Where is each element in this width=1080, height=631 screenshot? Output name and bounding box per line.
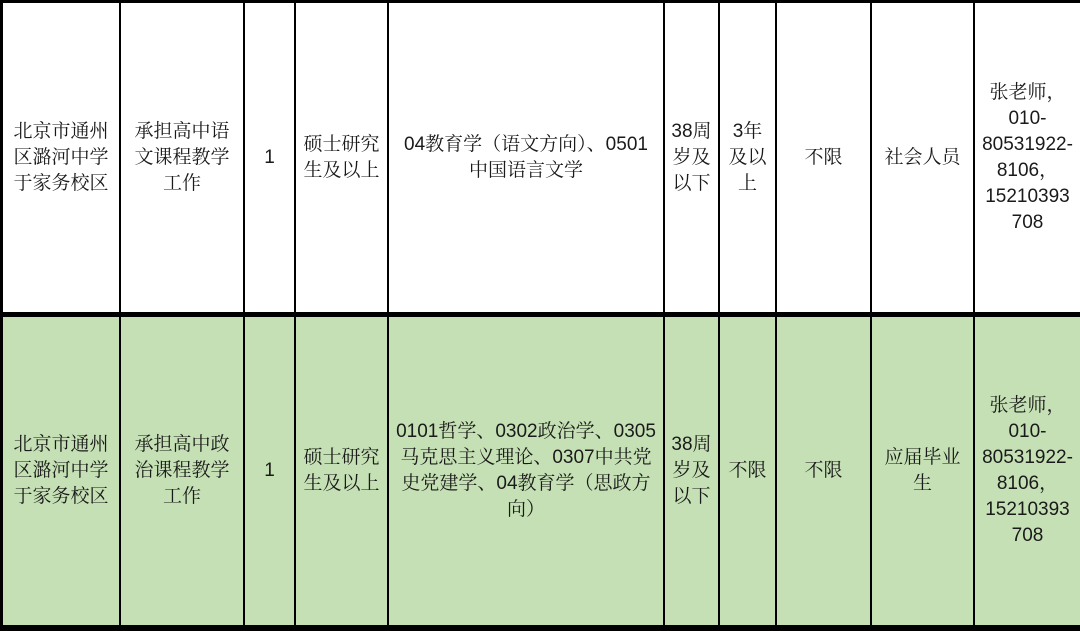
cell-education-req: 硕士研究生及以上 [296,317,389,625]
cell-age-req: 38周岁及以下 [665,317,720,625]
cell-headcount: 1 [245,317,296,625]
cell-job-duty: 承担高中政治课程教学工作 [121,317,245,625]
cell-headcount: 1 [245,3,296,312]
cell-experience-req: 不限 [720,317,777,625]
cell-personnel-type: 应届毕业生 [872,317,975,625]
table-row [3,3,1080,317]
cell-contact-info: 张老师，010-80531922-8106，15210393708 [982,395,1073,546]
cell-school-name: 北京市通州区潞河中学于家务校区 [3,317,121,625]
cell-age-req: 38周岁及以下 [665,3,720,312]
cell-major-req: 0101哲学、0302政治学、0305马克思主义理论、0307中共党史党建学、04教育学（思政方向） [389,317,665,625]
cell-job-duty: 承担高中语文课程教学工作 [121,3,245,312]
cell-other-req: 不限 [777,317,872,625]
cell-school-name: 北京市通州区潞河中学于家务校区 [3,3,121,312]
cell-major-req: 04教育学（语文方向）、0501中国语言文学 [389,3,665,312]
cell-personnel-type: 社会人员 [872,3,975,312]
cell-other-req: 不限 [777,3,872,312]
cell-education-req: 硕士研究生及以上 [296,3,389,312]
table-row [3,317,1080,625]
cell-experience-req: 3年及以上 [720,3,777,312]
cell-contact-info: 张老师，010-80531922-8106，15210393708 [982,81,1073,233]
